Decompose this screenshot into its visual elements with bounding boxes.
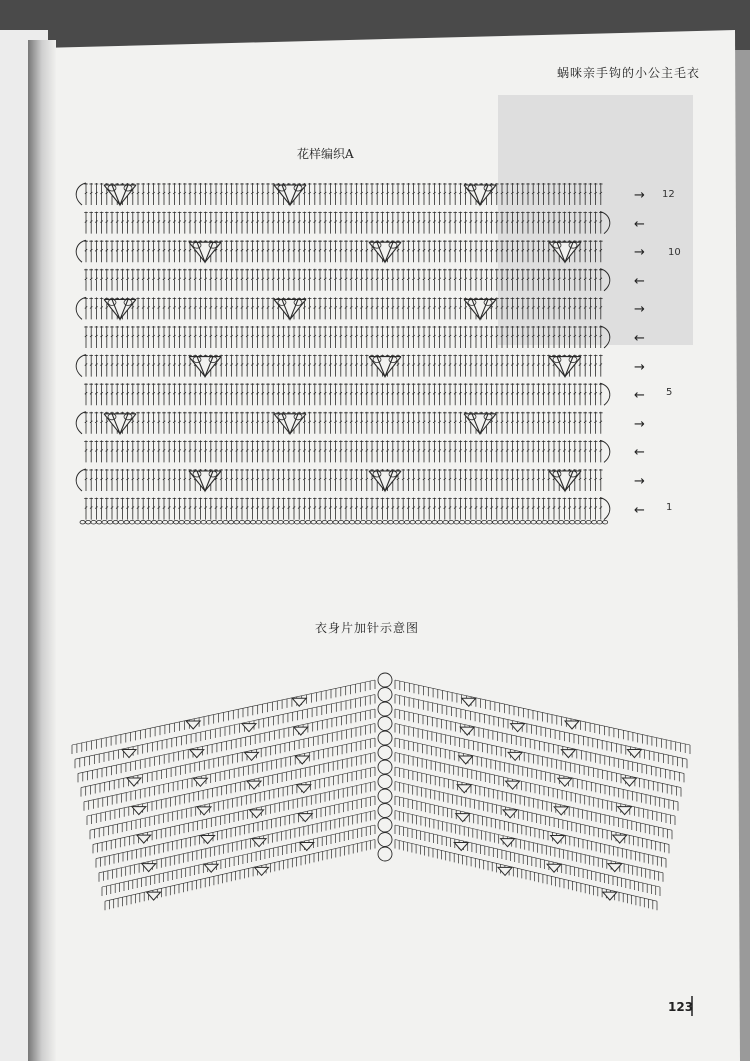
book-title: 蜗咪亲手钩的小公主毛衣 bbox=[556, 66, 700, 80]
row-direction-arrow: ← bbox=[634, 273, 645, 289]
chart-a-title: 花样编织A bbox=[297, 147, 354, 161]
row-label-12: 12 bbox=[662, 189, 675, 200]
row-direction-arrow: ← bbox=[634, 502, 645, 518]
row-label-5: 5 bbox=[666, 387, 673, 398]
row-label-1: 1 bbox=[666, 502, 673, 513]
row-direction-arrow: → bbox=[634, 188, 645, 203]
row-direction-arrow: → bbox=[634, 245, 645, 261]
row-direction-arrow: ← bbox=[634, 445, 645, 461]
chart-b-title: 衣身片加针示意图 bbox=[315, 621, 420, 635]
row-direction-arrow: ← bbox=[634, 388, 645, 404]
book-gutter bbox=[28, 40, 56, 1061]
row-direction-arrow: ← bbox=[634, 216, 645, 232]
row-label-10: 10 bbox=[668, 247, 681, 258]
page-number: 123 bbox=[668, 1000, 694, 1014]
row-direction-arrow: → bbox=[634, 416, 645, 432]
row-direction-arrow: → bbox=[634, 359, 645, 375]
row-direction-arrow: ← bbox=[634, 331, 645, 346]
row-direction-arrow: → bbox=[634, 302, 645, 318]
row-direction-arrow: → bbox=[634, 474, 645, 489]
